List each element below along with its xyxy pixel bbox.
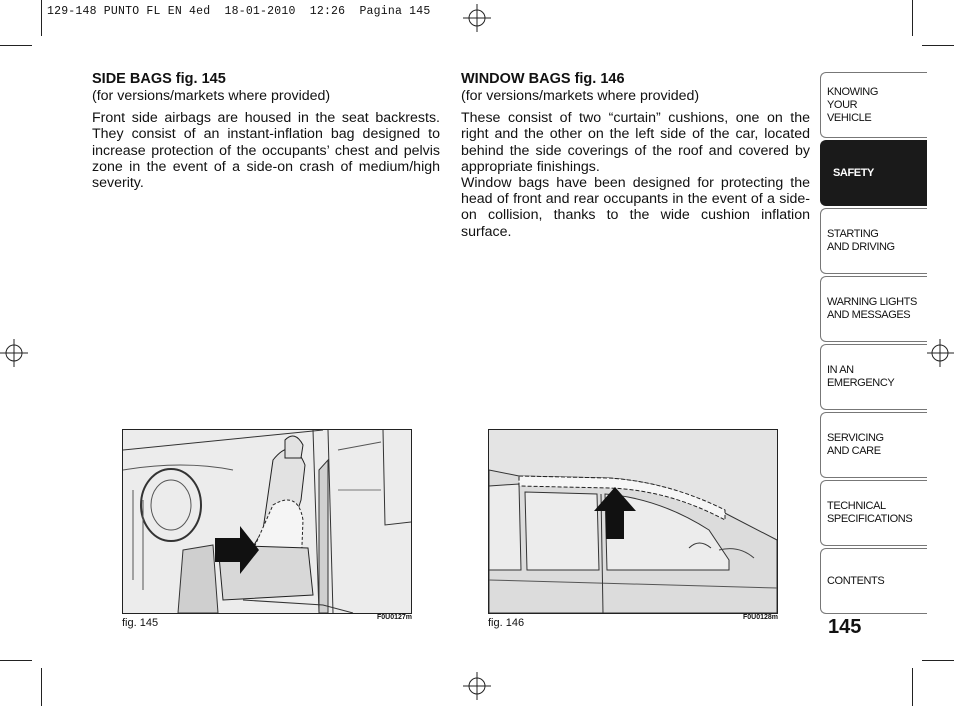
- tab-label: SAFETY: [833, 166, 874, 179]
- tab-contents[interactable]: [820, 548, 927, 614]
- crop-mark: [0, 660, 32, 661]
- tab-starting-and-driving[interactable]: [820, 208, 927, 274]
- tab-label: KNOWING YOUR VEHICLE: [827, 85, 878, 124]
- car-side-window-bag-illustration: [489, 430, 777, 613]
- section-body: Front side airbags are housed in the seat backrests. They consist of an instant-inflation bag designed to increase protection of the occupants’ chest and pelvis zone in the event of a side-on crash of medium/high severity.: [92, 110, 440, 192]
- side-bags-section: [92, 71, 440, 191]
- registration-mark-icon: [926, 339, 954, 367]
- figure-side-bag-illustration: [122, 429, 412, 614]
- crop-mark: [922, 45, 954, 46]
- crop-mark: [41, 0, 42, 36]
- tab-warning-lights[interactable]: [820, 276, 927, 342]
- section-subtitle: (for versions/markets where provided): [461, 88, 700, 104]
- tab-servicing-and-care[interactable]: [820, 412, 927, 478]
- section-title: SIDE BAGS fig. 145: [92, 71, 226, 87]
- crop-mark: [912, 0, 913, 36]
- figure-caption: fig. 146: [488, 617, 525, 629]
- crop-mark: [0, 45, 32, 46]
- tab-label: SERVICING AND CARE: [827, 432, 884, 457]
- crop-mark: [912, 668, 913, 706]
- section-title: WINDOW BAGS fig. 146: [461, 71, 625, 87]
- crop-mark: [41, 668, 42, 706]
- section-subtitle: (for versions/markets where provided): [92, 88, 331, 104]
- section-body: These consist of two “curtain” cushions, one on the right and the other on the left side of the car, located behind the side coverings of the roof and covered by appropriate finishings.: [461, 110, 810, 175]
- registration-mark-icon: [463, 672, 491, 700]
- figure-caption: fig. 145: [122, 617, 159, 629]
- tab-label: STARTING AND DRIVING: [827, 228, 895, 253]
- tab-label: WARNING LIGHTS AND MESSAGES: [827, 296, 917, 321]
- tab-knowing-your-vehicle[interactable]: [820, 72, 927, 138]
- tab-label: CONTENTS: [827, 574, 885, 587]
- tab-label: TECHNICAL SPECIFICATIONS: [827, 500, 913, 525]
- registration-mark-icon: [0, 339, 28, 367]
- tab-in-an-emergency[interactable]: [820, 344, 927, 410]
- registration-mark-icon: [463, 4, 491, 32]
- crop-mark: [922, 660, 954, 661]
- figure-code: F0U0127m: [377, 614, 413, 621]
- section-body: Window bags have been designed for protecting the head of front and rear occupants in the event of a side-on collision, thanks to the wide cushion inflation surface.: [461, 175, 810, 240]
- print-header: 129-148 PUNTO FL EN 4ed 18-01-2010 12:26 Pagina 145: [47, 5, 431, 18]
- tab-label: IN AN EMERGENCY: [827, 364, 895, 389]
- page-number: 145: [828, 616, 862, 638]
- window-bags-section: [461, 71, 810, 240]
- tab-safety[interactable]: [820, 140, 927, 206]
- figure-window-bag-illustration: [488, 429, 778, 614]
- car-seat-airbag-illustration: [123, 430, 411, 613]
- tab-technical-specifications[interactable]: [820, 480, 927, 546]
- figure-code: F0U0128m: [743, 614, 779, 621]
